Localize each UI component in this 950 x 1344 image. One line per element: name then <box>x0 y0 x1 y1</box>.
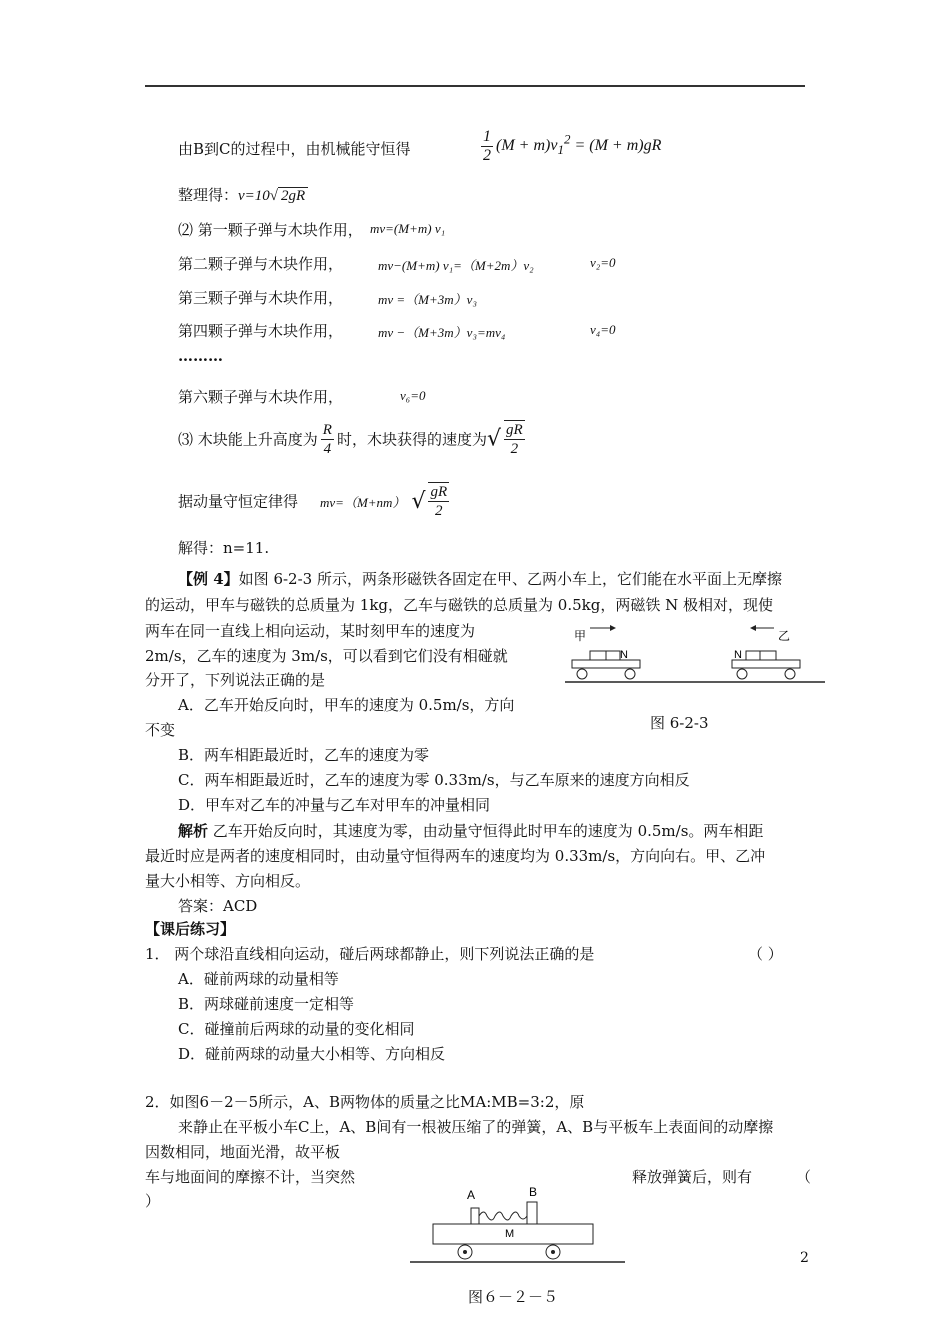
sqrt-2gR: 2gR <box>278 187 308 205</box>
solution-line-1: 由B到C的过程中，由机械能守恒得 <box>178 140 411 158</box>
figure-two-carts <box>560 618 830 688</box>
solution-line-2: 整理得：v=10√ 2gR <box>178 184 308 205</box>
momentum-eq-3: mv =（M+3m）v₃ <box>378 292 477 307</box>
fraction-r-over-4: $\frac{R}{4}$ <box>322 421 332 457</box>
label-a: A <box>467 1188 476 1202</box>
momentum-eq-2: mv−(M+m) v₁=（M+2m）v₂ <box>378 258 534 273</box>
sqrt-gR-over-2: $\frac{gR}{2}$ <box>506 422 523 457</box>
example4-option-a: A．乙车开始反向时，甲车的速度为 0.5m/s，方向 <box>178 696 515 714</box>
analysis-line-2: 最近时应是两者的速度相同时，由动量守恒得两车的速度均为 0.33m/s，方向向右。甲、乙冲 <box>145 847 766 865</box>
q2-paren-close: ） <box>145 1192 161 1210</box>
example4-stem-4: 2m/s，乙车的速度为 3m/s，可以看到它们没有相碰就 <box>145 647 508 665</box>
example4-stem-2: 的运动，甲车与磁铁的总质量为 1kg，乙车与磁铁的总质量为 0.5kg，两磁铁 N 极相对，现使 <box>145 596 773 614</box>
solution-line-7: 第六颗子弹与木块作用， <box>178 388 344 406</box>
solution-line-9: 据动量守恒定律得 mv=（M+nm） √ $\frac{gR}{2}$ <box>178 484 448 519</box>
exercises-heading: 【课后练习】 <box>145 920 236 938</box>
example4-stem-3: 两车在同一直线上相向运动，某时刻甲车的速度为 <box>145 622 476 640</box>
fraction-half: $\frac{1}{2}$ <box>483 128 491 164</box>
result-v4: v₄=0 <box>590 322 616 337</box>
analysis-line-1: 解析 乙车开始反向时，其速度为零，由动量守恒得此时甲车的速度为 0.5m/s。两车相距 <box>178 822 764 840</box>
q2-paren-open: （ <box>796 1168 812 1186</box>
q1-option-b: B．两球碰前速度一定相等 <box>178 995 355 1013</box>
q1-answer-blank: （ ） <box>748 945 783 963</box>
header-rule <box>145 85 805 87</box>
solution-line-6: 第四颗子弹与木块作用， <box>178 322 344 340</box>
q2-stem-4a: 车与地面间的摩擦不计，当突然 <box>145 1168 356 1186</box>
label-b: B <box>529 1185 538 1199</box>
q1-option-d: D．碰前两球的动量大小相等、方向相反 <box>178 1045 446 1063</box>
solution-line-5: 第三颗子弹与木块作用， <box>178 289 344 307</box>
solution-formula-1 <box>478 128 661 165</box>
solution-line-4: 第二颗子弹与木块作用， <box>178 255 344 273</box>
answer: 答案：ACD <box>178 897 258 915</box>
q1-option-a: A．碰前两球的动量相等 <box>178 970 339 988</box>
example4-option-d: D．甲车对乙车的冲量与乙车对甲车的冲量相同 <box>178 796 491 814</box>
solution-line-10: 解得：n=11. <box>178 539 270 557</box>
figure-caption-6-2-5: 图６－２－５ <box>468 1288 559 1306</box>
analysis-line-3: 量大小相等、方向相反。 <box>145 872 311 890</box>
q2-stem-3: 因数相同，地面光滑，故平板 <box>145 1143 341 1161</box>
ellipsis: ……… <box>178 347 223 365</box>
example4-option-c: C．两车相距最近时，乙车的速度为零 0.33m/s，与乙车原来的速度方向相反 <box>178 771 690 789</box>
q2-stem-2: 来静止在平板小车C上，A、B间有一根被压缩了的弹簧，A、B与平板车上表面间的动摩擦 <box>178 1118 774 1136</box>
block-b <box>527 1202 537 1224</box>
momentum-eq-4: mv −（M+3m）v₃=mv₄ <box>378 325 506 340</box>
label-n-left: N <box>620 649 628 661</box>
solution-line-8: ⑶ 木块能上升高度为 $\frac{R}{4}$ 时，木块获得的速度为√ $\frac{gR}{2}$ <box>178 421 523 457</box>
q1-option-c: C．碰撞前后两球的动量的变化相同 <box>178 1020 415 1038</box>
example4-option-a-cont: 不变 <box>145 721 176 739</box>
page-number: 2 <box>800 1250 809 1266</box>
sqrt-gR-over-2-b: $\frac{gR}{2}$ <box>430 484 448 519</box>
momentum-eq-1: mv=(M+m) v₁ <box>370 221 446 236</box>
q1-stem: 1． 两个球沿直线相向运动，碰后两球都静止，则下列说法正确的是 <box>145 945 595 963</box>
example4-option-b: B．两车相距最近时，乙车的速度为零 <box>178 746 430 764</box>
spring <box>479 1212 527 1220</box>
label-n-right: N <box>734 649 742 661</box>
example4-stem-5: 分开了，下列说法正确的是 <box>145 671 326 689</box>
label-jia: 甲 <box>574 629 587 643</box>
result-v2: v₂=0 <box>590 255 616 270</box>
energy-equation: $(M + m)v_1^2 = (M + m)gR$ <box>496 131 662 158</box>
example4-stem-1: 【例 4】如图 6-2-3 所示，两条形磁铁各固定在甲、乙两小车上，它们能在水平面上无摩擦 <box>178 570 782 588</box>
figure-caption-6-2-3: 图 6-2-3 <box>650 714 709 732</box>
q2-stem-1: 2．如图6－2－5所示，A、B两物体的质量之比MA:MB=3:2，原 <box>145 1093 585 1111</box>
block-a <box>471 1208 479 1224</box>
figure-spring-cart <box>405 1182 630 1267</box>
label-m: M <box>505 1228 515 1240</box>
label-yi: 乙 <box>778 629 791 643</box>
result-v6: v₆=0 <box>400 388 426 403</box>
q2-stem-4b: 释放弹簧后，则有 <box>632 1168 753 1186</box>
solution-line-3: ⑵ 第一颗子弹与木块作用， <box>178 221 363 239</box>
